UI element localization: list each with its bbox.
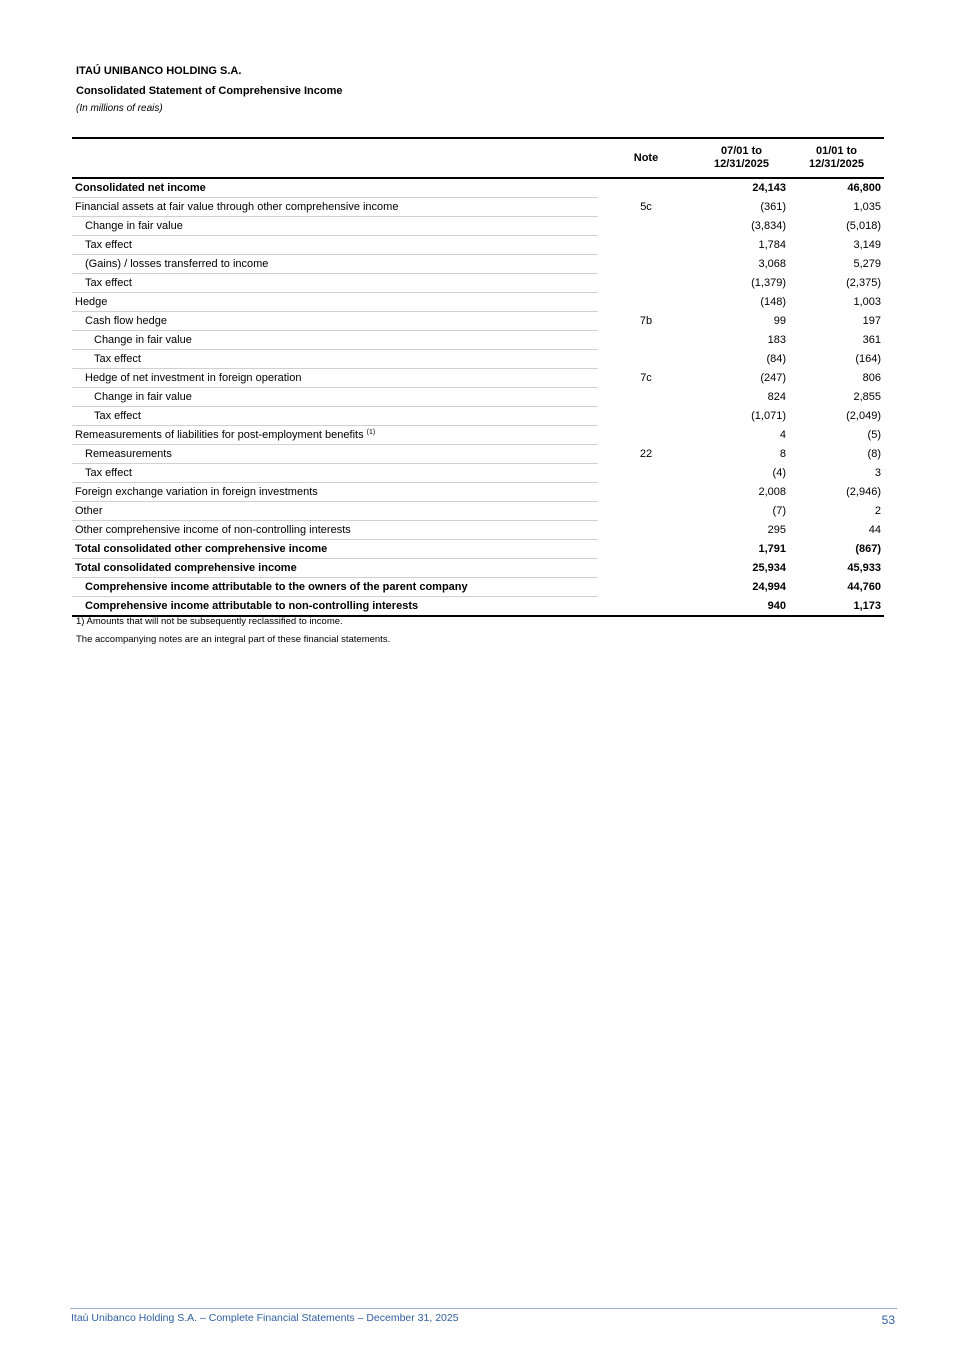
row-label: Tax effect [72, 236, 598, 255]
row-value-period1: (84) [766, 353, 786, 365]
footer-divider [70, 1308, 897, 1309]
row-value-period2: 1,035 [853, 201, 881, 213]
table-row [72, 426, 884, 445]
row-value-period1: 1,791 [758, 543, 786, 555]
row-value-period1: 4 [779, 429, 786, 441]
company-name: ITAÚ UNIBANCO HOLDING S.A. [76, 65, 242, 77]
row-label: Comprehensive income attributable to the owners of the parent company [72, 578, 598, 597]
row-value-period2: 1,003 [853, 296, 881, 308]
row-label: Comprehensive income attributable to non-controlling interests [72, 597, 598, 617]
row-note [598, 597, 694, 617]
table-header-row [72, 138, 884, 178]
table-row [72, 274, 884, 293]
row-label [72, 426, 598, 445]
row-label: Tax effect [72, 464, 598, 483]
row-label: Change in fair value [72, 388, 598, 407]
row-note [598, 236, 694, 255]
row-value-period2: (164) [855, 353, 881, 365]
table-row [72, 464, 884, 483]
row-value-period2: 44 [868, 524, 881, 536]
row-note [598, 178, 694, 198]
row-value-period1: (1,071) [751, 410, 786, 422]
row-note: 5c [640, 201, 652, 213]
row-note [598, 483, 694, 502]
row-value-period2: (8) [867, 448, 881, 460]
table-row [72, 445, 884, 464]
period2-column-header: 01/01 to 12/31/2025 [789, 138, 884, 178]
row-value-period2: 2 [874, 505, 881, 517]
table-row [72, 502, 884, 521]
footnote-marker: (1) [366, 429, 376, 436]
row-value-period1: 2,008 [758, 486, 786, 498]
row-note [598, 407, 694, 426]
row-value-period1: 295 [767, 524, 786, 536]
table-row [72, 388, 884, 407]
row-note: 7c [640, 372, 652, 384]
row-label: (Gains) / losses transferred to income [72, 255, 598, 274]
row-value-period2: 3 [874, 467, 881, 479]
row-label: Change in fair value [72, 331, 598, 350]
footer-text: Itaú Unibanco Holding S.A. – Complete Financial Statements – December 31, 2025 [71, 1312, 459, 1324]
table-row [72, 236, 884, 255]
row-value-period1: (148) [760, 296, 786, 308]
accompanying-notes-statement: The accompanying notes are an integral part of these financial statements. [76, 634, 391, 645]
table-row [72, 217, 884, 236]
row-note [598, 464, 694, 483]
table-row [72, 521, 884, 540]
row-value-period1: 99 [773, 315, 786, 327]
row-note [598, 255, 694, 274]
row-note [598, 521, 694, 540]
row-value-period1: (7) [772, 505, 786, 517]
row-label: Change in fair value [72, 217, 598, 236]
row-label: Remeasurements [72, 445, 598, 464]
statement-title: Consolidated Statement of Comprehensive Income [76, 85, 343, 97]
row-value-period1: 25,934 [752, 562, 786, 574]
row-note: 7b [639, 315, 653, 327]
row-note [598, 350, 694, 369]
row-label: Tax effect [72, 407, 598, 426]
row-note: 22 [639, 448, 653, 460]
table-row [72, 407, 884, 426]
table-row [72, 178, 884, 198]
table-row [72, 350, 884, 369]
note-column-header: Note [598, 138, 694, 178]
row-label: Total consolidated comprehensive income [72, 559, 598, 578]
table-row [72, 578, 884, 597]
row-value-period2: 5,279 [853, 258, 881, 270]
row-value-period1: 183 [767, 334, 786, 346]
row-label: Consolidated net income [72, 178, 598, 198]
row-value-period2: 44,760 [847, 581, 881, 593]
row-label: Total consolidated other comprehensive income [72, 540, 598, 559]
row-value-period2: 2,855 [853, 391, 881, 403]
row-value-period1: 824 [767, 391, 786, 403]
row-note [598, 331, 694, 350]
row-label-text: Remeasurements of liabilities for post-employment benefits [75, 429, 364, 441]
label-column-header [72, 138, 598, 178]
row-value-period1: (361) [760, 201, 786, 213]
table-row [72, 198, 884, 217]
row-value-period1: (247) [760, 372, 786, 384]
row-note [598, 274, 694, 293]
row-value-period1: 940 [767, 599, 786, 612]
row-value-period2: 361 [862, 334, 881, 346]
row-value-period2: 46,800 [847, 182, 881, 195]
row-note [598, 559, 694, 578]
row-label: Other comprehensive income of non-controlling interests [72, 521, 598, 540]
row-note [598, 293, 694, 312]
row-value-period2: (867) [855, 543, 881, 555]
row-value-period2: (2,946) [846, 486, 881, 498]
table-row [72, 293, 884, 312]
row-label: Tax effect [72, 350, 598, 369]
units-note: (In millions of reais) [76, 103, 163, 114]
row-value-period1: 1,784 [758, 239, 786, 251]
row-note [598, 217, 694, 236]
statement-header [76, 62, 343, 118]
table-row [72, 540, 884, 559]
table-row [72, 369, 884, 388]
table-row [72, 483, 884, 502]
row-value-period2: 3,149 [853, 239, 881, 251]
footnotes [76, 613, 390, 649]
row-value-period2: (2,375) [846, 277, 881, 289]
row-value-period2: 45,933 [847, 562, 881, 574]
row-value-period2: 197 [862, 315, 881, 327]
row-label: Financial assets at fair value through other comprehensive income [72, 198, 598, 217]
row-value-period2: (5,018) [846, 220, 881, 232]
table-row [72, 559, 884, 578]
row-value-period2: 1,173 [853, 599, 881, 612]
row-label: Cash flow hedge [72, 312, 598, 331]
row-value-period1: 8 [779, 448, 786, 460]
footnote-1: 1) Amounts that will not be subsequently reclassified to income. [76, 616, 343, 627]
page-number: 53 [881, 1313, 895, 1327]
row-value-period2: 806 [862, 372, 881, 384]
row-label: Hedge of net investment in foreign operation [72, 369, 598, 388]
period1-column-header: 07/01 to 12/31/2025 [694, 138, 789, 178]
row-value-period2: (5) [867, 429, 881, 441]
comprehensive-income-table [72, 137, 884, 617]
table-row [72, 331, 884, 350]
row-value-period1: 24,143 [752, 182, 786, 195]
row-label: Foreign exchange variation in foreign investments [72, 483, 598, 502]
row-note [598, 540, 694, 559]
row-note [598, 502, 694, 521]
row-label: Hedge [72, 293, 598, 312]
row-label: Other [72, 502, 598, 521]
row-value-period1: 24,994 [752, 581, 786, 593]
row-label: Tax effect [72, 274, 598, 293]
table-row [72, 255, 884, 274]
row-value-period1: (1,379) [751, 277, 786, 289]
row-note [598, 426, 694, 445]
table-row [72, 312, 884, 331]
row-value-period1: 3,068 [758, 258, 786, 270]
row-value-period1: (4) [772, 467, 786, 479]
row-note [598, 578, 694, 597]
row-note [598, 388, 694, 407]
row-value-period2: (2,049) [846, 410, 881, 422]
row-value-period1: (3,834) [751, 220, 786, 232]
